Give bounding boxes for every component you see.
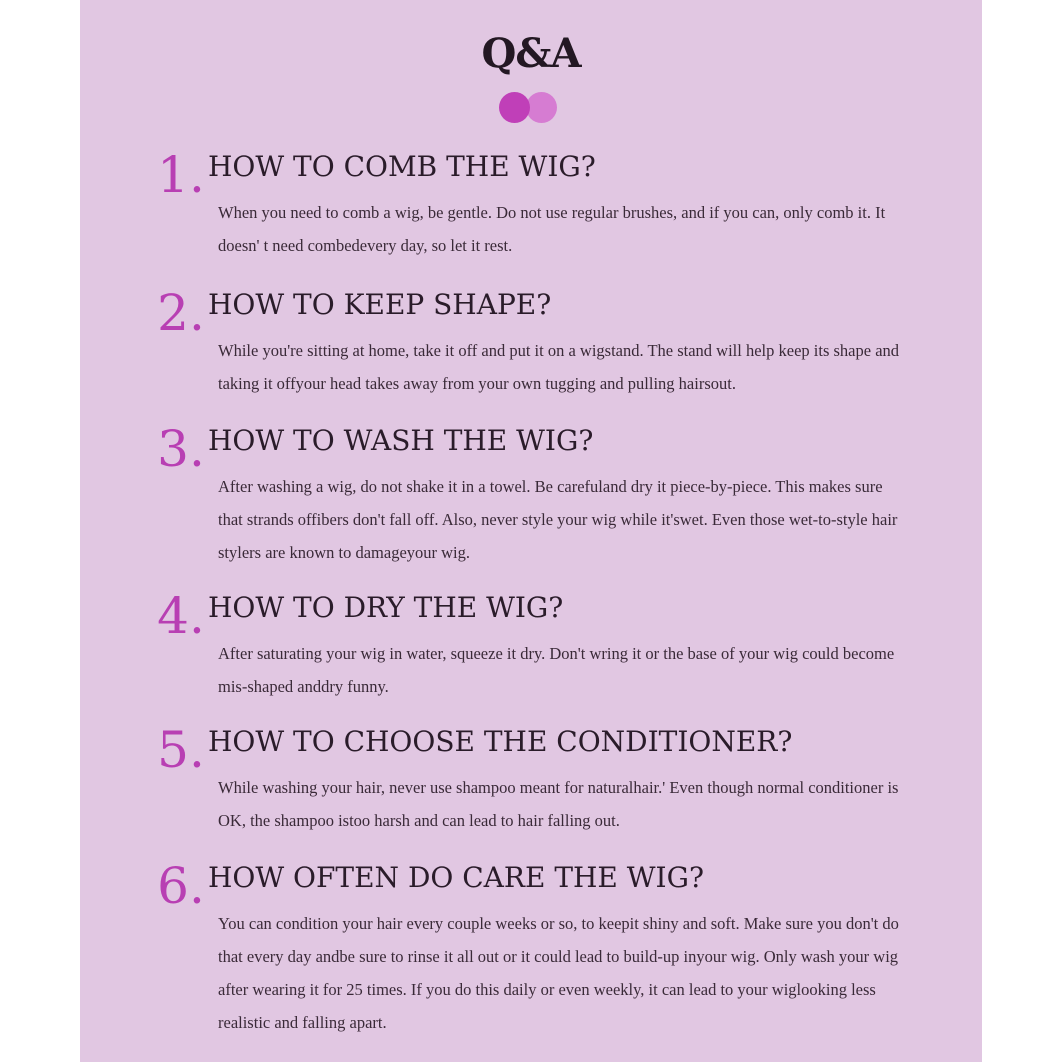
decorative-dots [499, 92, 559, 124]
item-number: 4. [157, 587, 205, 645]
item-answer: After washing a wig, do not shake it in a towel. Be carefuland dry it piece-by-piece. This makes sure that strands offibers don't fall off. Also, never style your wig while it'swet. Even those wet-to-style hair stylers are known to damageyour wig. [218, 477, 898, 562]
item-number: 2. [157, 284, 205, 342]
item-answer: While you're sitting at home, take it off and put it on a wigstand. The stand will help keep its shape and taking it offyour head takes away from your own tugging and pulling hairsout. [218, 341, 900, 393]
item-answer: You can condition your hair every couple weeks or so, to keepit shiny and soft. Make sure you don't do that every day andbe sure to rinse it all out or it could lead to build-up inyour wig. Only wash your wig after wearing it for 25 times. If you do this daily or even weekly, it can lead to your wiglooking less realistic and falling apart. [218, 914, 899, 1032]
item-answer: When you need to comb a wig, be gentle. Do not use regular brushes, and if you can, only comb it. It doesn' t need combedevery day, so let it rest. [218, 203, 886, 255]
item-question: HOW TO KEEP SHAPE? [208, 288, 552, 321]
item-answer: After saturating your wig in water, squeeze it dry. Don't wring it or the base of your wig could become mis-shaped anddry funny. [218, 644, 895, 696]
item-question: HOW TO WASH THE WIG? [208, 424, 594, 457]
page-title: Q&A [481, 30, 581, 77]
item-number: 5. [157, 721, 205, 779]
qa-page [80, 0, 982, 1062]
dot-dark-icon [499, 92, 530, 123]
item-answer: While washing your hair, never use shampoo meant for naturalhair.' Even though normal conditioner is OK, the shampoo istoo harsh and can lead to hair falling out. [218, 778, 899, 830]
item-question: HOW OFTEN DO CARE THE WIG? [208, 861, 704, 894]
item-question: HOW TO CHOOSE THE CONDITIONER? [208, 725, 793, 758]
item-number: 1. [157, 146, 205, 204]
item-question: HOW TO COMB THE WIG? [208, 150, 596, 183]
item-question: HOW TO DRY THE WIG? [208, 591, 564, 624]
item-number: 6. [157, 857, 205, 915]
dot-light-icon [526, 92, 557, 123]
item-number: 3. [157, 420, 205, 478]
